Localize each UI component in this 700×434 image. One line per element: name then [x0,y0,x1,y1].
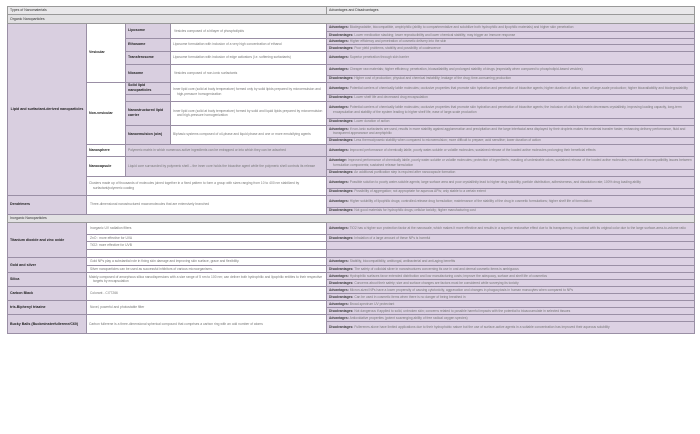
disadvantages-cell: Disadvantages: The safety of colloidal silver in nanostructures concerning its use in oral and dermal cosmetic items is ambiguous [327,265,695,272]
table-row [8,144,695,156]
item-description: Clusters made up of thousands of molecules joined together in a fixed pattern to form a group with sizes ranging from 10 to 400 nm stabilized by surfactant/polymeric coating [87,176,327,195]
item-description: Polymeric matrix in which numerous active ingredients can be entrapped or into which they can be adsorbed [126,144,327,156]
disadvantages-cell: Disadvantages: Not dangerous if applied to solid, unbroken skin; concerns related to possible harmful impacts with the potential to bioaccumulate in selected tissues [327,307,695,314]
item-name: Transferosome [126,51,171,64]
item-name: Dendrimers [8,195,87,214]
advantages-cell: Advantages: Stability, biocompatibility, antifungal, antibacterial and anti-aging benefits [327,257,695,265]
table-row [8,234,695,241]
item-name: Solid lipid nanoparticles [126,82,171,94]
table-row [8,241,695,249]
advantages-cell: Advantages: Higher efficiency and penetration of cosmetic delivery into the skin [327,38,695,44]
table-row [8,222,695,234]
item-description: Liposome formulation with inclusion of edge activators (i.e. softening surfactants) [171,51,327,64]
item-description: Inner lipid core (solid at body temperature) formed only by solid lipids prepared by microemulsion and high-pressure homogenization [171,82,327,101]
advantages-cell: Advantages: Potential carriers of chemically labile molecules; occlusive properties that promote skin hydration and penetration of bioactive agents; higher duration of action, ease of large-scale production; higher bioavailability and biodegradability [327,82,695,94]
table-row [8,176,695,188]
header-types: Types of Nanomaterials [8,7,327,15]
section-inorganic-label: Inorganic Nanoparticles [8,214,695,222]
item-name: Liposome [126,23,171,38]
section-row-inorganic [8,214,695,222]
section-organic-label: Organic Nanoparticles [8,15,695,23]
advantages-cell: Advantages: Biodegradable, biocompatible, amphiphilic (ability to compartmentalize and solubilize both hydrophilic and lipophilic materials) and higher skin penetration [327,23,695,31]
item-description: Liquid core surrounded by polymeric shell – the inner core holds the bioactive agent while the polymeric shell controls its release [126,156,327,176]
table-header-row [8,7,695,15]
table-row [8,82,695,94]
item-description: Inorganic UV radiation filters [87,222,327,234]
item-description: Gold NPs play a substantial role in fixing skin damage and improving skin surface, grace and flexibility. [87,257,327,265]
advantages-cell: Advantages: Broad-spectrum UV protectant [327,300,695,307]
item-description: Three-dimensional nanostructured macromolecules that are extensively branched [87,195,327,214]
advantages-cell: Advantage: Improved performance of chemically labile, poorly water-soluble or volatile molecules; protection of ingredients, masking of undesirable odors; sustained release of the loaded active molecules; resolution of incompatibility issues between formulation components; sustained release formulation [327,156,695,169]
item-description: Vesicles composed of a bilayer of phospholipids [171,23,327,38]
advantages-cell: Advantages: TiO2 has a higher sun protection factor at the nanoscale, which makes it more effective and results in a superior restorative effect due to its transparency, in contrast with its original color due to the large surface-area-to-volume ratio [327,222,695,234]
empty-cell [126,94,171,101]
advantages-cell: Advantages: Superior penetration through skin barrier [327,51,695,64]
header-adv-dis: Advantages and Disadvantages [327,7,695,15]
disadvantages-cell: Disadvantages: Higher cost of production; physical and chemical instability; leakage of the drug; time-consuming production [327,75,695,82]
advantages-cell: Advantages: Antioxidative properties (potent scavenging ability of free radical oxygen species) [327,314,695,321]
advantages-cell: Advantages: Potential carriers of chemically labile molecules; occlusive properties that promote skin hydration and penetration of bioactive agents; the inclusion of oils in lipid matrix decreases crystallinity, improving loading capacity, long-term encapsulation and stability of the system leading to higher shelf life, ease of large-scale production [327,101,695,118]
item-description: Novel, powerful and photostable filter [87,300,327,314]
item-name: Nanostructured lipid carrier [126,101,171,125]
item-name: tris-Biphenyl triazine [8,300,87,314]
table-row [8,249,695,257]
disadvantages-cell: Disadvantages: Lower shelf life and decreased drug encapsulation [327,94,695,101]
item-description: Biphasic systems composed of oil-phase and liquid phase and one or more emulsifying agents [171,125,327,144]
item-description: TiO2: more effective for UVB [87,241,327,249]
empty-cell [327,241,695,249]
item-name: Bucky Balls (Buckminsterfullerene/C60) [8,314,87,333]
advantages-cell: Advantages: Hydrophilic surfaces favor extended distribution and low manufacturing costs; improve the adequacy, surface and shelf life of cosmetics [327,272,695,279]
table-row [8,257,695,265]
nonvesicular-label: Non-vesicular [87,82,126,144]
item-name: Gold and silver [8,257,87,272]
item-description: Inner lipid core (solid at body temperature) formed by solid and liquid lipids prepared by microemulsion and high-pressure homogenization [171,101,327,125]
advantages-cell: Advantages: Cheaper raw materials; higher efficiency, penetration, bioavailability and prolonged stability of drugs (especially when compared to phospholipid-based vesicles) [327,64,695,75]
section-row-organic [8,15,695,23]
disadvantages-cell: Disadvantages: Can be used in cosmetic items when there is no danger of being breathed in [327,293,695,300]
nanomaterials-table [7,6,695,334]
disadvantages-cell: Disadvantages: Lower duration of action [327,118,695,125]
item-description: Carbon fullerene is a three-dimensional spherical compound that comprises a carbon ring with an odd number of atoms [87,314,327,333]
empty-cell [327,249,695,257]
table-row [8,23,695,31]
item-description: Colorant - CI77266 [87,286,327,300]
disadvantages-cell: Disadvantages: Concerns about their safety; size and surface changes are factors must be considered while surveying its toxicity [327,279,695,286]
item-name: Carbon Black [8,286,87,300]
table-row [8,314,695,321]
item-name: Niosome [126,64,171,82]
item-description: Mainly composed of amorphous silica nanodispersions with a size range of 5 nm to 100 nm; can deliver both hydrophilic and lipophilic entities to their respective targets by encapsulation [87,272,327,286]
disadvantages-cell: Disadvantages: Fullerenes alone have limited applications due to their hydrophobic nature but the use of surface-active agents in a suitable concentration has improved their aqueous solubility [327,321,695,333]
item-name: Silica [8,272,87,286]
table-row [8,272,695,279]
item-name: Titanium dioxide and zinc oxide [8,222,87,257]
table-row [8,195,695,207]
disadvantages-cell: Disadvantages: Lower medication stacking; lower reproducibility and lower chemical stability; may trigger an immune response [327,31,695,38]
item-description: Vesicles composed of non-ionic surfactants [171,64,327,82]
table-row [8,300,695,307]
item-name: Nanocapsule [87,156,126,176]
table-row [8,156,695,169]
item-name: Ethosome [126,38,171,51]
item-name: Nanoemulsion (o/w) [126,125,171,144]
disadvantages-cell: Disadvantages: Less thermodynamic stability when compared to microemulsion; more difficult to prepare; acid sensitive; lower duration of action [327,137,695,144]
disadvantages-cell: Disadvantages: An additional purification step is required after nanocapsule formation [327,169,695,176]
advantages-cell: Advantages: Higher solubility of lipophilic drugs; controlled-release drug formulation; maintenance of the stability of the drug in cosmetic formulations; higher shelf life of formulation [327,195,695,207]
item-description: ZnO : more effective for UVA [87,234,327,241]
item-description: Liposome formulation with inclusion of a very high concentration of ethanol [171,38,327,51]
disadvantages-cell: Disadvantages: Not good materials for hydrophilic drugs; cellular toxicity; higher manufacturing cost [327,207,695,214]
empty-cell [87,249,327,257]
item-description: Silver nanoparticles can be used as successful inhibitors of various microorganisms. [87,265,327,272]
advantages-cell: Advantages: Improved performance of chemically labile, poorly water-soluble or volatile molecules; sustained release of the loaded active molecules prolonging their beneficial effects [327,144,695,156]
advantages-cell: Advantages: If non-ionic surfactants are used, results in more stability against agglomeration and precipitation and the large interfacial area displayed by their droplets makes the material transfer faster, enhancing delivery performance, fluid and transparent appearance and amphiphilic [327,125,695,137]
disadvantages-cell: Disadvantages: Inhalation of a large amount of these NPs is harmful [327,234,695,241]
item-name: Nanosphere [87,144,126,156]
disadvantages-cell: Disadvantages: Possibility of aggregation; not appropriate for aqueous APIs; only stable to a certain extent [327,188,695,195]
advantages-cell: Advantages: Possible solution to poorly water-soluble agents; large surface area and poor crystallinity lead to higher drug solubility, particle distribution, adhesiveness, and dissolution rate; 100% drug loading ability [327,176,695,188]
advantages-cell: Advantages: Micron-sized NPs have a lower propensity of causing cytotoxicity, aggravation and changes in phagocytosis in human monocytes when compared to NPs [327,286,695,293]
disadvantages-cell: Disadvantages: Poor yield problems, stability and possibility of coalescence [327,45,695,51]
table-row [8,286,695,293]
table-row [8,265,695,272]
lipid-group-label: Lipid and surfactant-derived nanoparticles [8,23,87,195]
vesicular-label: Vesicular [87,23,126,82]
